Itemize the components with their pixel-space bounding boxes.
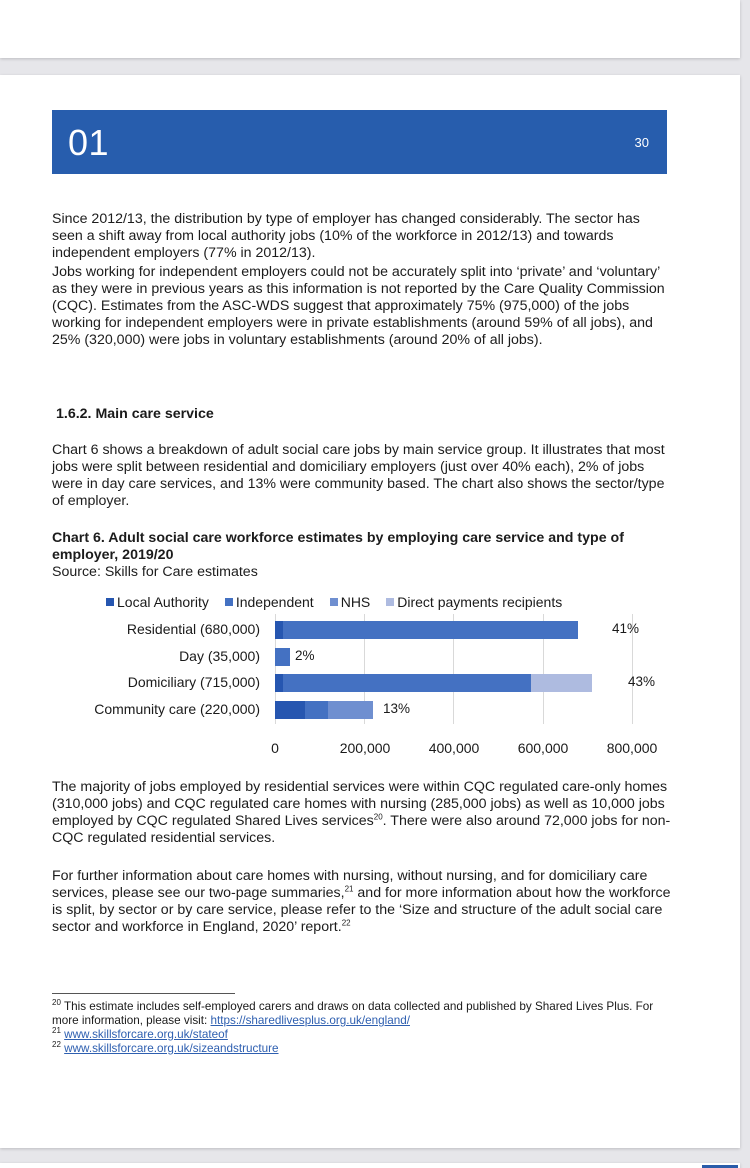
footnote-link[interactable]: www.skillsforcare.org.uk/sizeandstructure (64, 1042, 279, 1055)
footnote-divider (52, 993, 235, 994)
chart-title: Chart 6. Adult social care workforce estimates by employing care service and type of employer, 2019/20 (52, 530, 624, 563)
legend-independent: Independent (225, 594, 314, 610)
legend-direct-payments: Direct payments recipients (386, 594, 562, 610)
swatch-icon (225, 598, 233, 606)
swatch-icon (330, 598, 338, 606)
bar-residential (275, 621, 578, 639)
x-tick: 600,000 (517, 740, 569, 756)
category-label: Community care (220,000) (94, 701, 260, 717)
category-label: Day (35,000) (179, 648, 260, 664)
data-label: 41% (612, 621, 640, 636)
footnote-ref[interactable]: 20 (373, 812, 383, 822)
footnote-ref[interactable]: 22 (341, 918, 351, 928)
footnote-link[interactable]: www.skillsforcare.org.uk/stateof (64, 1028, 228, 1041)
previous-page (0, 0, 740, 58)
footnote-22: $^{22}$ www.skillsforcare.org.uk/sizeandstructure (52, 1040, 279, 1055)
x-tick: 400,000 (428, 740, 480, 756)
x-tick: 200,000 (339, 740, 391, 756)
legend-local-authority: Local Authority (106, 594, 209, 610)
bar-day (275, 648, 290, 666)
x-tick: 0 (271, 740, 279, 756)
paragraph-further-info: For further information about care homes with nursing, without nursing, and for domiciliary care services, please see our two-page summaries,$^{21}$ and for more information about how the workforce is split, by sector or by care service, please refer to the ‘Size and structure of the adult social care sector and workforce in England, 2020’ report.$^{22}$ (52, 868, 671, 935)
stacked-bar-chart (52, 586, 672, 761)
next-page (0, 1163, 740, 1168)
paragraph-residential-jobs: The majority of jobs employed by residential services were within CQC regulated care-only homes (310,000 jobs) and CQC regulated care homes with nursing (285,000 jobs) as well as 10,000 jobs employed by CQC regulated Shared Lives services$^{20}$. There were also around 72,000 jobs for non-CQC regulated residential services. (52, 779, 671, 846)
data-label: 13% (383, 701, 411, 716)
chapter-banner (52, 110, 667, 174)
bar-community-care (275, 701, 373, 719)
footnotes (52, 1000, 672, 1056)
chart-caption (52, 530, 672, 581)
document-page (0, 75, 740, 1148)
chart-plot-area (275, 614, 635, 724)
footnote-link[interactable]: https://sharedlivesplus.org.uk/england/ (210, 1014, 410, 1027)
chart-legend (106, 594, 562, 610)
footnote-21: $^{21}$ www.skillsforcare.org.uk/stateof (52, 1026, 228, 1041)
section-heading: 1.6.2. Main care service (56, 406, 214, 422)
data-label: 2% (295, 648, 315, 663)
x-tick: 800,000 (606, 740, 658, 756)
footnote-20: $^{20}$ This estimate includes self-employed carers and draws on data collected and published by Shared Lives Plus. For more information, please visit: https://sharedlivesplus.org.uk/england/ (52, 998, 654, 1027)
bar-domiciliary (275, 674, 592, 692)
chapter-number: 01 (68, 122, 110, 163)
swatch-icon (106, 598, 114, 606)
paragraph-independent-split: Jobs working for independent employers could not be accurately split into ‘private’ and ‘voluntary’ as they were in previous years as this information is not reported by the Care Quality Commission (CQC). Estimates from the ASC-WDS suggest that approximately 75% (975,000) of the jobs working for independent employers were in private establishments (around 59% of all jobs), and 25% (320,000) were jobs in voluntary establishments (around 20% of all jobs). (52, 264, 665, 348)
legend-nhs: NHS (330, 594, 371, 610)
paragraph-employer-distribution: Since 2012/13, the distribution by type of employer has changed considerably. The sector has seen a shift away from local authority jobs (10% of the workforce in 2012/13) and towards independent employers (77% in 2012/13). (52, 211, 640, 261)
chart-source: Source: Skills for Care estimates (52, 564, 258, 580)
footnote-ref[interactable]: 21 (344, 884, 354, 894)
page-number: 30 (634, 135, 649, 150)
paragraph-chart-intro: Chart 6 shows a breakdown of adult social care jobs by main service group. It illustrates that most jobs were split between residential and domiciliary employers (just over 40% each), 2% of jobs were in day care services, and 13% were community based. The chart also shows the sector/type of employer. (52, 442, 665, 509)
data-label: 43% (628, 674, 656, 689)
category-label: Residential (680,000) (126, 621, 260, 637)
category-label: Domiciliary (715,000) (127, 674, 260, 690)
swatch-icon (386, 598, 394, 606)
